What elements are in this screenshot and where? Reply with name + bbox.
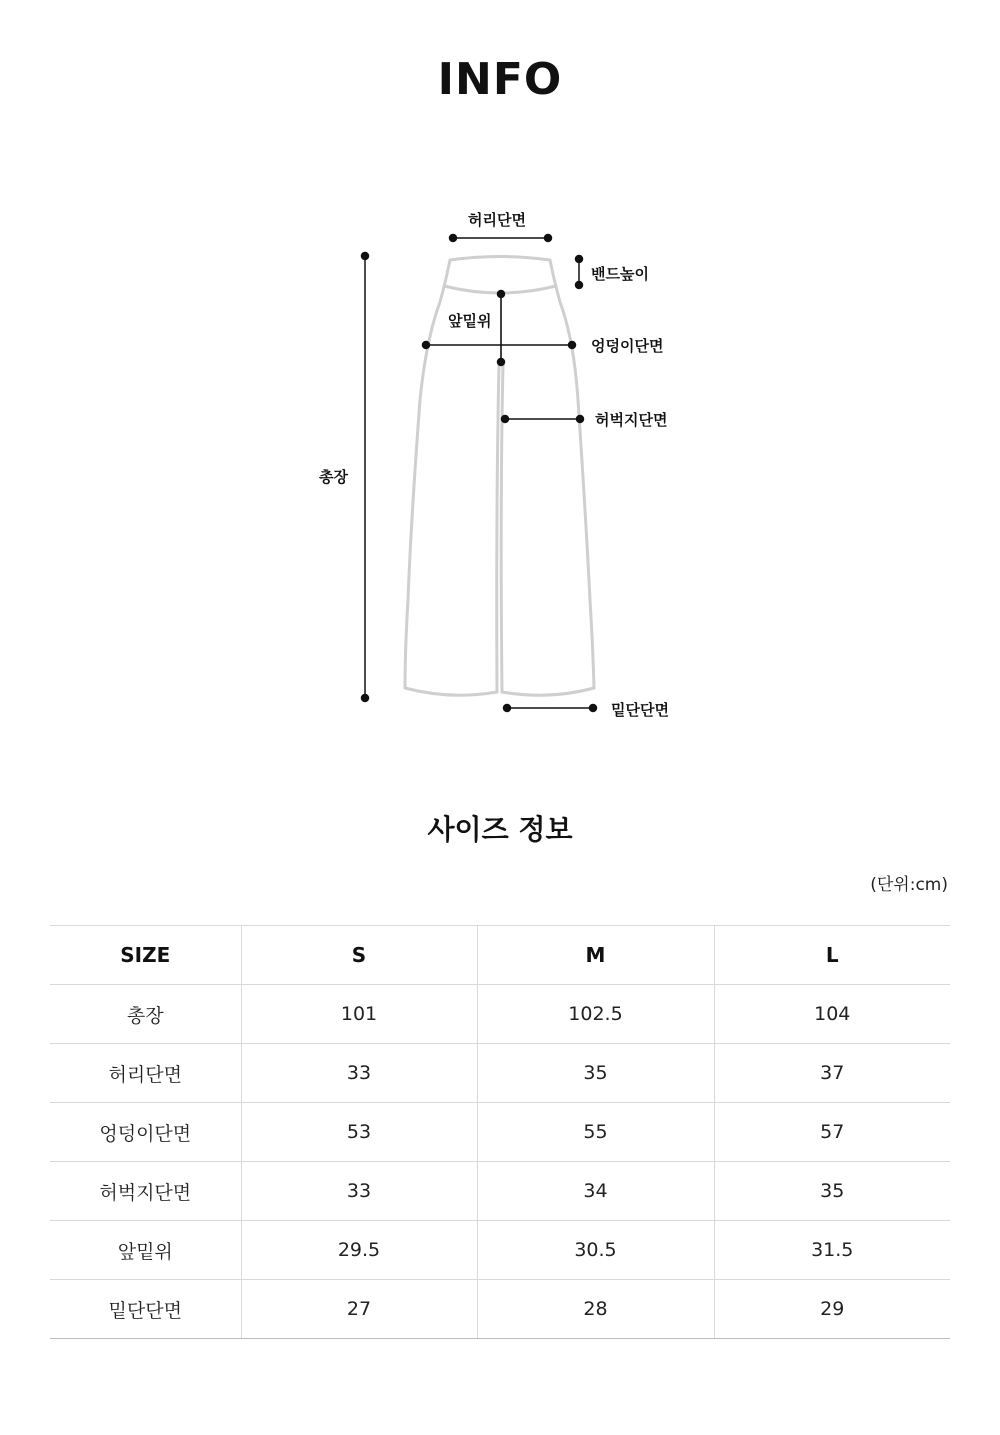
- cell-value: 29: [714, 1280, 950, 1339]
- page-title: INFO: [437, 54, 563, 105]
- cell-value: 35: [714, 1162, 950, 1221]
- table-header-row: [50, 926, 950, 985]
- label-waist: 허리단면: [468, 211, 526, 229]
- cell-value: 102.5: [477, 985, 714, 1044]
- size-info-title: 사이즈 정보: [427, 813, 573, 846]
- label-hip: 엉덩이단면: [591, 337, 664, 355]
- cell-value: 101: [241, 985, 477, 1044]
- cell-value: 31.5: [714, 1221, 950, 1280]
- table-row: [50, 1103, 950, 1162]
- label-total-length: 총장: [319, 468, 348, 486]
- table-row: [50, 1044, 950, 1103]
- header-size: SIZE: [50, 926, 241, 985]
- table-row: [50, 1221, 950, 1280]
- cell-value: 34: [477, 1162, 714, 1221]
- header-l: L: [714, 926, 950, 985]
- table-row: [50, 1280, 950, 1339]
- label-band-height: 밴드높이: [591, 265, 649, 283]
- cell-value: 28: [477, 1280, 714, 1339]
- label-hem: 밑단단면: [611, 701, 669, 719]
- cell-value: 29.5: [241, 1221, 477, 1280]
- row-label: 허벅지단면: [50, 1162, 241, 1221]
- cell-value: 57: [714, 1103, 950, 1162]
- label-front-rise: 앞밑위: [448, 312, 492, 330]
- row-label: 밑단단면: [50, 1280, 241, 1339]
- unit-note: (단위:cm): [870, 875, 948, 895]
- cell-value: 37: [714, 1044, 950, 1103]
- table-row: [50, 985, 950, 1044]
- cell-value: 35: [477, 1044, 714, 1103]
- pants-outline: [405, 257, 594, 696]
- row-label: 허리단면: [50, 1044, 241, 1103]
- pants-measurement-diagram: [300, 200, 700, 730]
- cell-value: 53: [241, 1103, 477, 1162]
- table-row: [50, 1162, 950, 1221]
- label-thigh: 허벅지단면: [595, 411, 668, 429]
- cell-value: 27: [241, 1280, 477, 1339]
- cell-value: 55: [477, 1103, 714, 1162]
- cell-value: 33: [241, 1162, 477, 1221]
- size-table: [50, 925, 950, 1339]
- row-label: 엉덩이단면: [50, 1103, 241, 1162]
- row-label: 앞밑위: [50, 1221, 241, 1280]
- cell-value: 30.5: [477, 1221, 714, 1280]
- row-label: 총장: [50, 985, 241, 1044]
- header-m: M: [477, 926, 714, 985]
- header-s: S: [241, 926, 477, 985]
- cell-value: 33: [241, 1044, 477, 1103]
- cell-value: 104: [714, 985, 950, 1044]
